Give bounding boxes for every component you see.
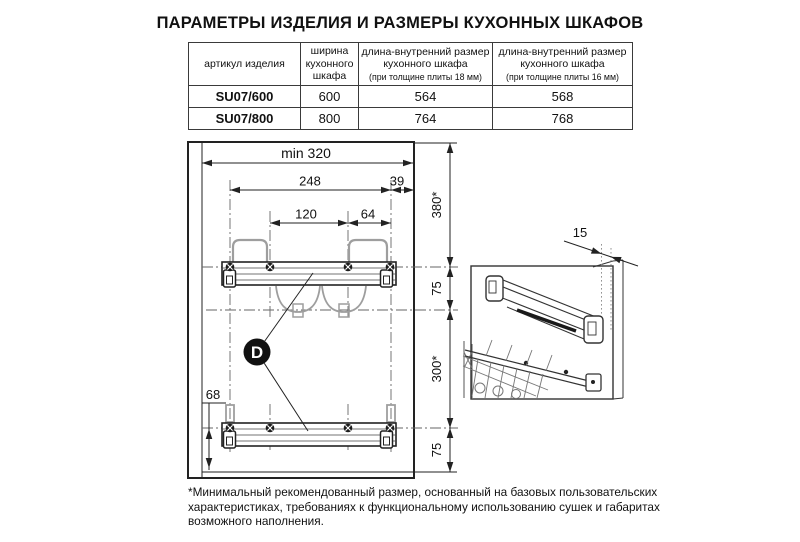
dim-label-75-bottom: 75 <box>429 442 444 458</box>
col-header-article: артикул изделия <box>189 43 301 86</box>
d-badge-label: D <box>250 343 264 362</box>
dim-label-120: 120 <box>295 206 317 222</box>
bottom-rail <box>222 423 396 448</box>
cell-inner16-600: 568 <box>493 86 633 108</box>
spec-table <box>188 42 633 130</box>
col-note-18: (при толщине плиты 18 мм) <box>369 71 482 82</box>
col-header-width: ширина кухонного шкафа <box>301 43 359 86</box>
dim-label-248: 248 <box>299 173 321 189</box>
dim-label-min-320: min 320 <box>281 145 331 161</box>
page-title: ПАРАМЕТРЫ ИЗДЕЛИЯ И РАЗМЕРЫ КУХОННЫХ ШКАФОВ <box>156 14 644 32</box>
cell-inner16-800: 768 <box>493 108 633 130</box>
table-row-su07-800 <box>189 108 633 130</box>
cell-inner18-600: 564 <box>359 86 493 108</box>
table-row-su07-600 <box>189 86 633 108</box>
col-header-inner-18: длина-внутренний размер кухонного шкафа (при толщине плиты 18 мм) <box>359 43 493 86</box>
technical-drawing <box>182 136 646 484</box>
cell-article-800: SU07/800 <box>189 108 301 130</box>
dim-15 <box>564 241 638 266</box>
inset-3d-view <box>463 225 638 399</box>
footnote <box>188 485 660 529</box>
col-note-16: (при толщине плиты 16 мм) <box>506 71 619 82</box>
dim-label-75-top: 75 <box>429 281 444 296</box>
dim-label-300: 300* <box>429 355 444 383</box>
footnote-line-2: характеристиках, требованиях к функциональному использованию сушек и габаритах <box>188 499 660 514</box>
dim-label-39: 39 <box>389 173 405 189</box>
cell-width-800: 800 <box>301 108 359 130</box>
cell-width-600: 600 <box>301 86 359 108</box>
dim-label-64: 64 <box>360 206 376 222</box>
footnote-line-3: возможного наполнения. <box>188 514 324 529</box>
col-header-inner-16: длина-внутренний размер кухонного шкафа (при толщине плиты 16 мм) <box>493 43 633 86</box>
dim-label-380: 380* <box>429 191 444 219</box>
spec-table-header-row <box>189 43 633 86</box>
cell-article-600: SU07/600 <box>189 86 301 108</box>
footnote-line-1: *Минимальный рекомендованный размер, основанный на базовых пользовательских <box>188 485 658 499</box>
dim-chain-right <box>447 143 454 472</box>
dim-label-68: 68 <box>205 387 221 402</box>
cell-inner18-800: 764 <box>359 108 493 130</box>
dim-label-15: 15 <box>572 225 588 240</box>
